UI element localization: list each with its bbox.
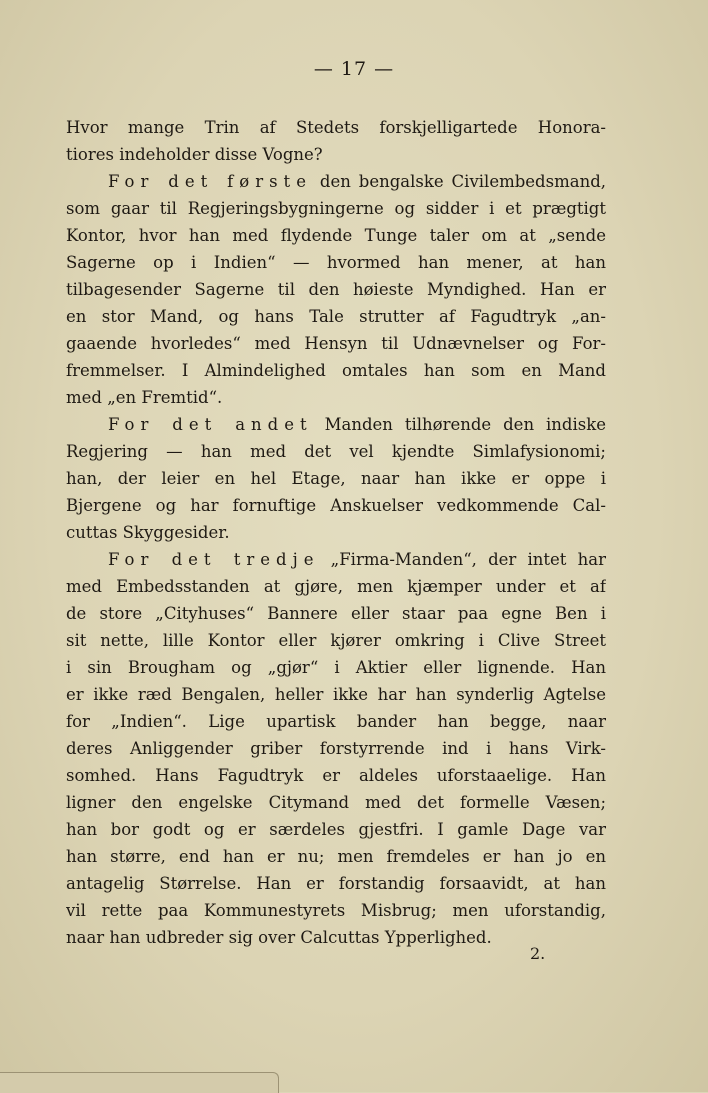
text-line: tilbagesender Sagerne til den høieste Myndighed. Han er <box>66 280 606 299</box>
text-line: ligner den engelske Citymand med det formelle Væsen; <box>66 793 606 812</box>
text-line: For det andet Manden tilhørende den indiske <box>108 415 606 434</box>
text-line: som gaar til Regjeringsbygningerne og sidder i et prægtigt <box>66 199 606 218</box>
text-line: Regjering — han med det vel kjendte Simlafysionomi; <box>66 442 606 461</box>
text-line: Sagerne op i Indien“ — hvormed han mener, at han <box>66 253 606 272</box>
text-line: naar han udbreder sig over Calcuttas Ypperlighed. <box>66 928 492 947</box>
spaced-emphasis: For det første <box>108 172 312 191</box>
text-line: antagelig Størrelse. Han er forstandig forsaavidt, at han <box>66 874 606 893</box>
text-line: Hvor mange Trin af Stedets forskjelligartede Honora- <box>66 118 606 137</box>
spaced-emphasis: For det andet <box>108 415 313 434</box>
body-text <box>66 114 606 951</box>
text-line: tiores indeholder disse Vogne? <box>66 145 323 164</box>
page-number: — 17 — <box>313 58 395 80</box>
text-line: Kontor, hvor han med flydende Tunge taler om at „sende <box>66 226 606 245</box>
text-line: han bor godt og er særdeles gjestfri. I gamle Dage var <box>66 820 606 839</box>
text-line: i sin Brougham og „gjør“ i Aktier eller lignende. Han <box>66 658 606 677</box>
page-edge-tab <box>0 1072 279 1093</box>
text-line: somhed. Hans Fagudtryk er aldeles uforstaaelige. Han <box>66 766 606 785</box>
text-line: med Embedsstanden at gjøre, men kjæmper under et af <box>66 577 606 596</box>
text-line: vil rette paa Kommunestyrets Misbrug; men uforstandig, <box>66 901 606 920</box>
text-line: er ikke ræd Bengalen, heller ikke har han synderlig Agtelse <box>66 685 606 704</box>
text-line: han, der leier en hel Etage, naar han ikke er oppe i <box>66 469 606 488</box>
text-line: cuttas Skyggesider. <box>66 523 230 542</box>
text-line: de store „Cityhuses“ Bannere eller staar paa egne Ben i <box>66 604 606 623</box>
text-line: fremmelser. I Almindelighed omtales han som en Mand <box>66 361 606 380</box>
text-line: deres Anliggender griber forstyrrende ind i hans Virk- <box>66 739 606 758</box>
signature-mark: 2. <box>530 944 546 963</box>
text-line: Bjergene og har fornuftige Anskuelser vedkommende Cal- <box>66 496 606 515</box>
text-line: sit nette, lille Kontor eller kjører omkring i Clive Street <box>66 631 606 650</box>
text-line: For det tredje „Firma-Manden“, der intet har <box>108 550 606 569</box>
text-line: for „Indien“. Lige upartisk bander han begge, naar <box>66 712 606 731</box>
text-line: For det første den bengalske Civilembedsmand, <box>108 172 606 191</box>
spaced-emphasis: For det tredje <box>108 550 320 569</box>
text-line: han større, end han er nu; men fremdeles er han jo en <box>66 847 606 866</box>
text-line: med „en Fremtid“. <box>66 388 223 407</box>
text-line: gaaende hvorledes“ med Hensyn til Udnævnelser og For- <box>66 334 606 353</box>
text-line: en stor Mand, og hans Tale strutter af Fagudtryk „an- <box>66 307 606 326</box>
